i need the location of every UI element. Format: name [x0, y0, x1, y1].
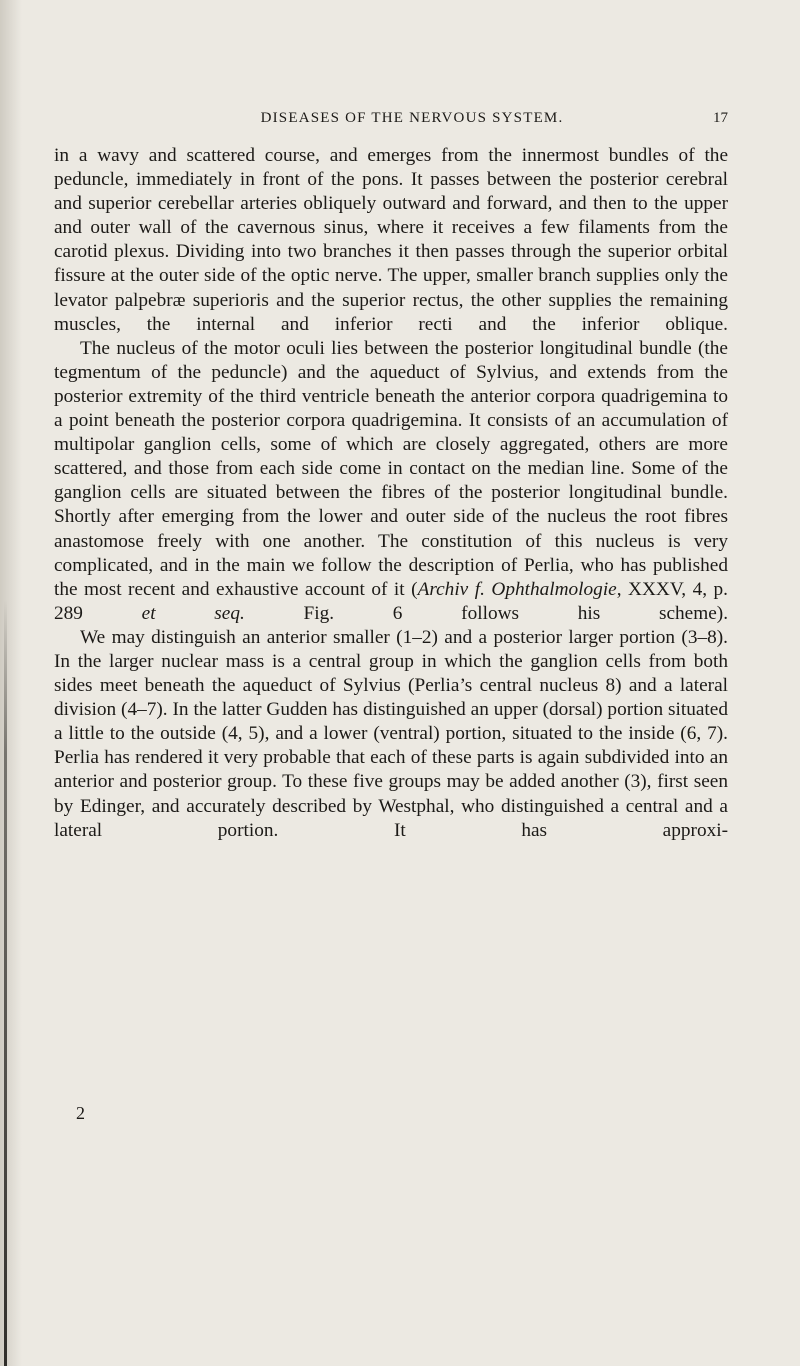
paragraph-2-ending: Fig. 6 follows his scheme). [244, 602, 729, 624]
paragraph-3: We may distinguish an anterior smaller (1–2) and a posterior larger portion (3–8). In the larger nuclear mass is a central group in which the ganglion cells from both sides meet beneath the aqueduct of Sylvius (Perlia’s central nucleus 8) and a lateral division (4–7). In the latter Gudden has distinguished an upper (dorsal) portion situated a little to the outside (4, 5), and a lower (ventral) portion, situated to the inside (6, 7). Perlia has rendered it very probable that each of these parts is again subdivided into an anterior and posterior group. To these five groups may be added another (3), first seen by Edinger, and accurately described by Westphal, who distinguished a central and a lateral portion. It has approxi- [54, 626, 728, 841]
running-head: DISEASES OF THE NERVOUS SYSTEM. [260, 110, 564, 126]
citation-et-seq: et seq. [141, 602, 245, 624]
citation-journal-title: Archiv f. Ophthalmologie [417, 578, 617, 600]
body-text [54, 144, 728, 843]
citation-details: , XXXV, 4, p. 289 [54, 578, 728, 624]
paragraph-1: in a wavy and scattered course, and emerges from the innermost bundles of the peduncle, immediately in front of the pons. It passes between the posterior cerebral and superior cerebellar arteries obliquely outward and forward, and then to the upper and outer wall of the cavernous sinus, where it receives a few filaments from the carotid plexus. Dividing into two branches it then passes through the superior orbital fissure at the outer side of the optic nerve. The upper, smaller branch supplies only the levator palpebræ superioris and the superior rectus, the other supplies the remaining muscles, the internal and inferior recti and the inferior oblique. [54, 145, 728, 335]
paragraph-2 [54, 337, 728, 626]
signature-mark: 2 [76, 1103, 85, 1123]
binding-gutter-line [4, 600, 7, 1366]
paragraph-2-text: The nucleus of the motor oculi lies between the posterior longitudinal bundle (the tegmentum of the peduncle) and the aqueduct of Sylvius, and extends from the posterior extremity of the third ventricle beneath the anterior corpora quadrigemina to a point beneath the posterior corpora quadrigemina. It consists of an accumulation of multipolar ganglion cells, some of which are closely aggregated, others are more scattered, and those from each side come in contact on the median line. Some of the ganglion cells are situated between the fibres of the posterior longitudinal bundle. Shortly after emerging from the lower and outer side of the nucleus the root fibres anastomose freely with one another. The constitution of this nucleus is very complicated, and in the main we follow the description of Perlia, who has published the most recent and exhaustive account of it ( [54, 337, 728, 600]
page-number: 17 [713, 110, 728, 126]
page-header [96, 110, 728, 132]
